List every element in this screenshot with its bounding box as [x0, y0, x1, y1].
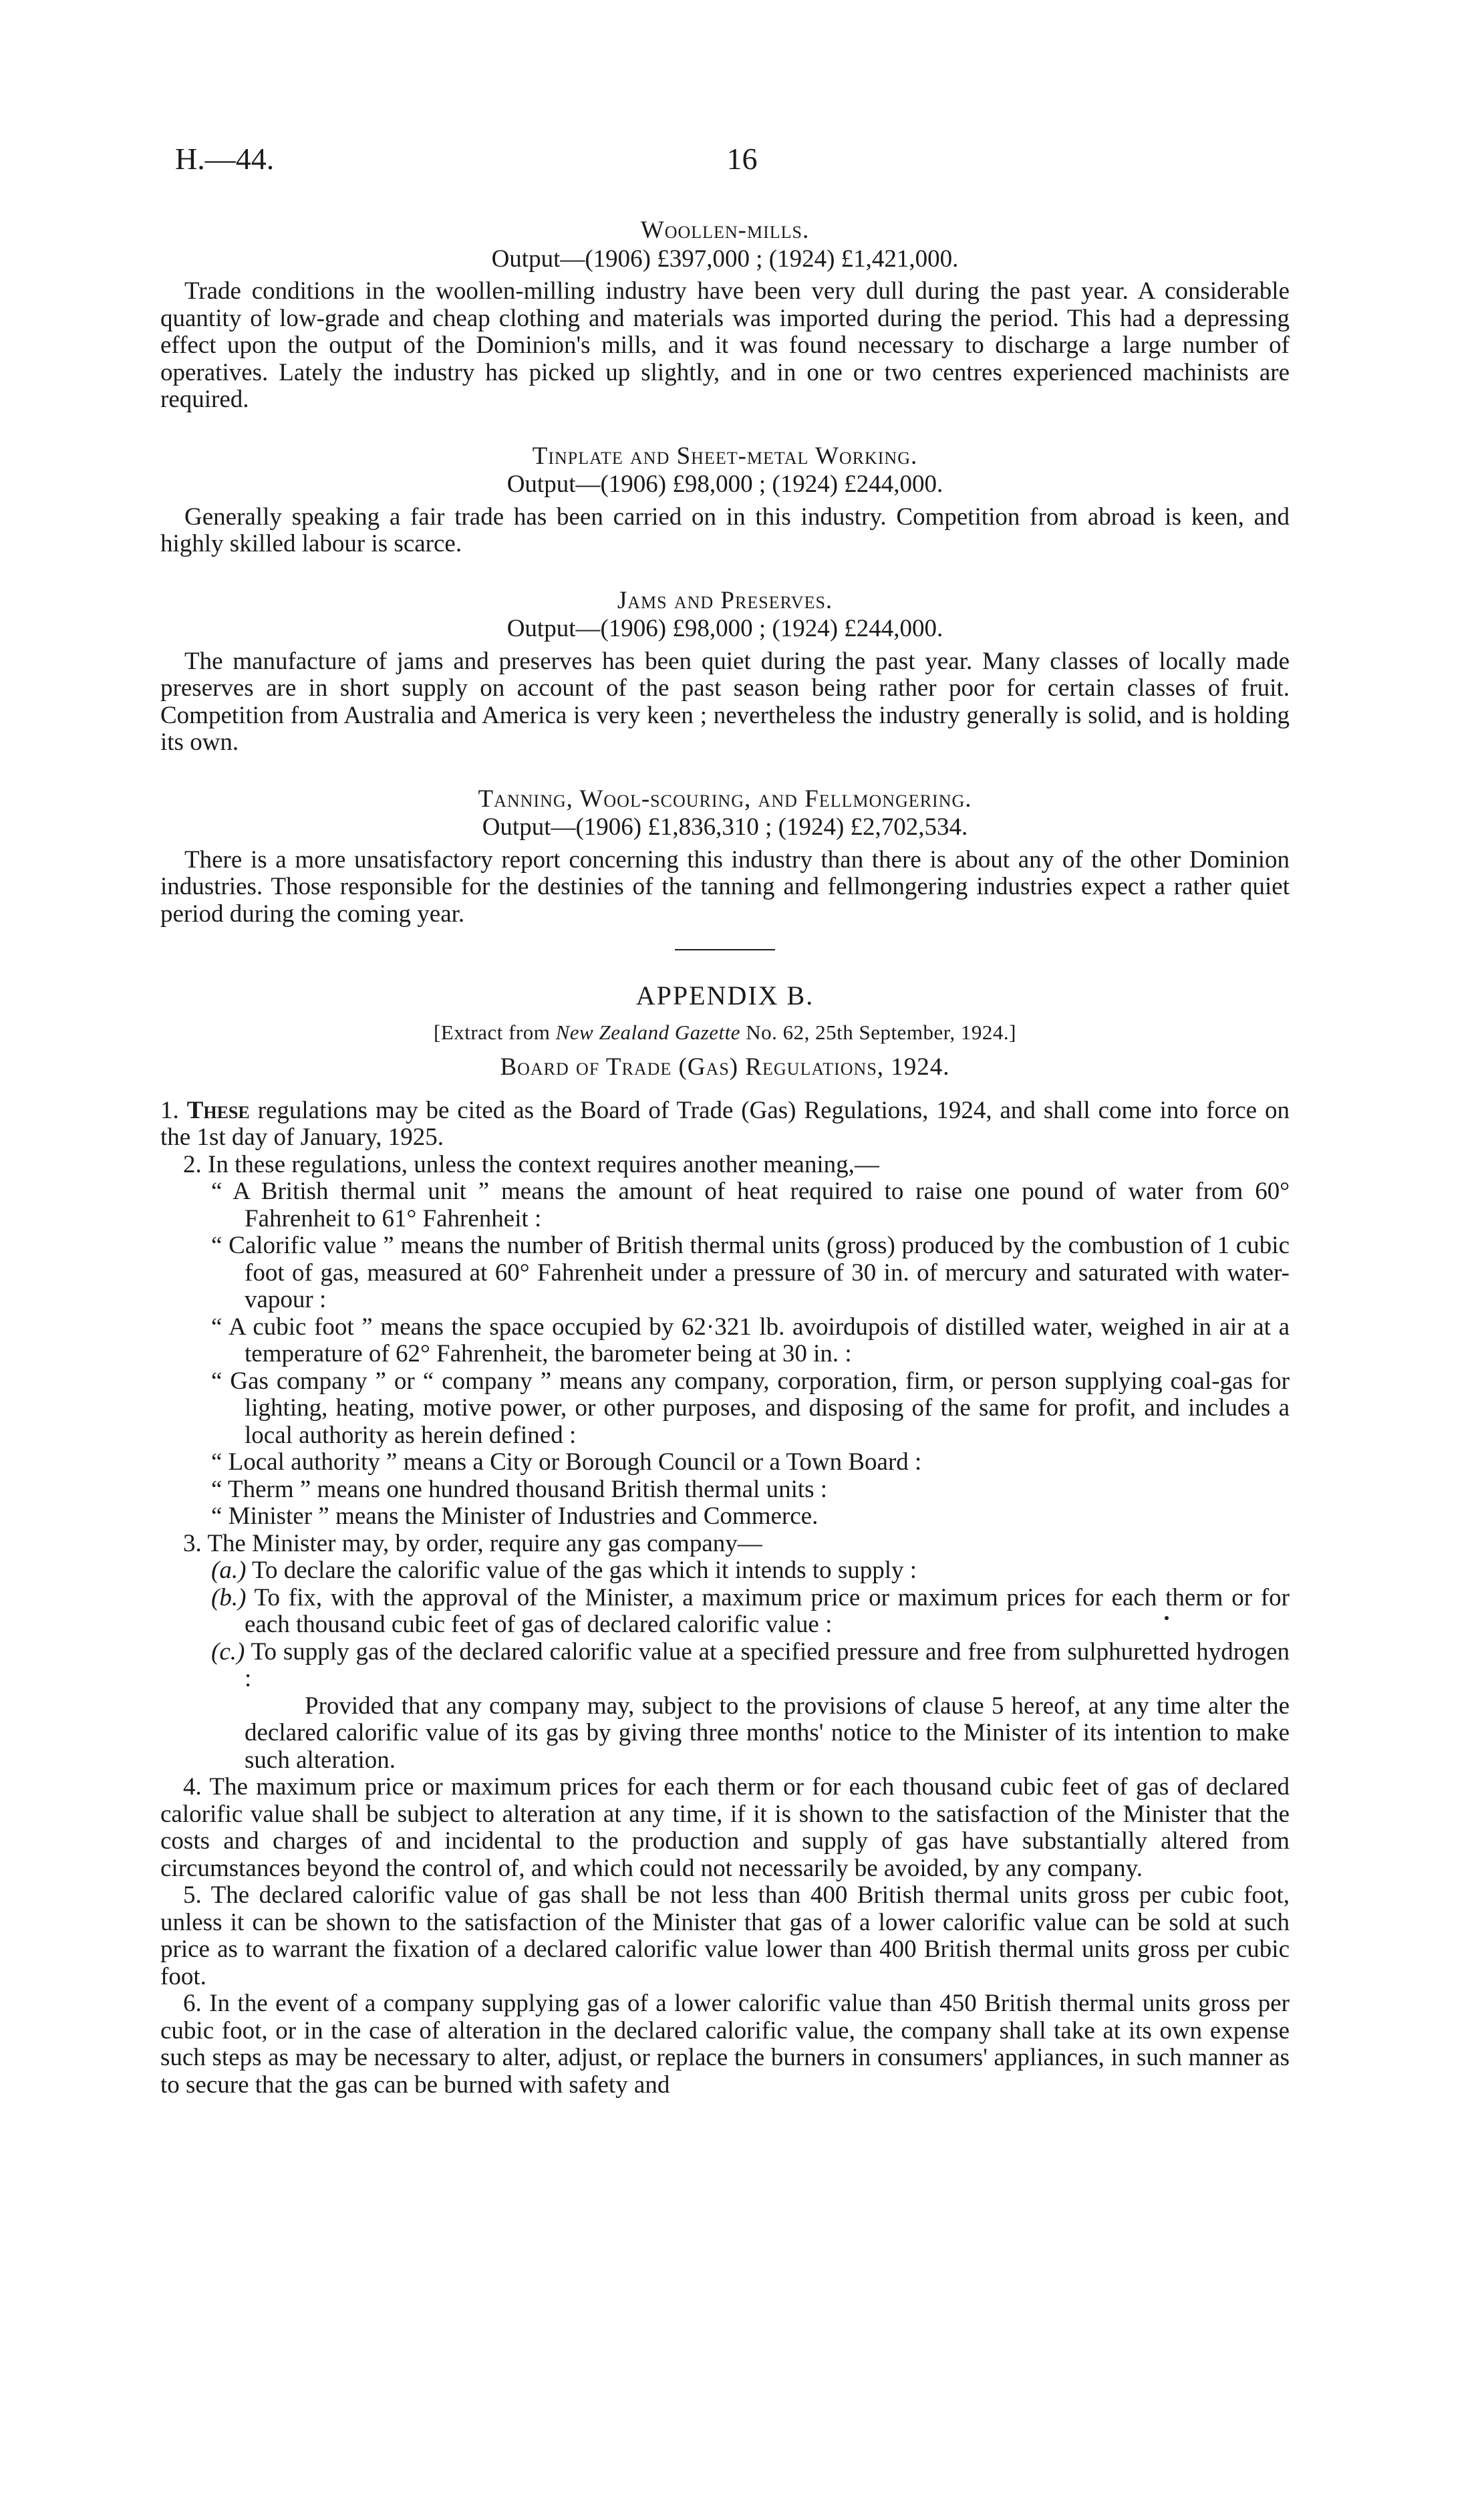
item-label: (c.) [211, 1637, 245, 1666]
clause-5: 5. The declared calorific value of gas shall be not less than 400 British thermal units gross per cubic foot, unless it can be shown to the satisfaction of the Minister that gas of a lower calorific value can be sold at such price as to warrant the fixation of a declared calorific value lower than 400 British thermal units gross per cubic foot. [160, 1881, 1290, 1990]
item-text: To supply gas of the declared calorific value at a specified pressure and free from sulphuretted hydrogen : [245, 1637, 1290, 1692]
clause-text: regulations may be cited as the Board of Trade (Gas) Regulations, 1924, and shall come into force on the 1st day of January, 1925. [160, 1096, 1290, 1151]
item-label: (b.) [211, 1583, 247, 1611]
clause-6: 6. In the event of a company supplying gas of a lower calorific value than 450 British thermal units gross per cubic foot, or in the case of alteration in the declared calorific value, the company shall take at its own expense such steps as may be necessary to alter, adjust, or replace the burners in consumers' appliances, in such manner as to secure that the gas can be burned with safety and [160, 1990, 1290, 2099]
section-heading: Tanning, Wool-scouring, and Fellmongering. [478, 785, 972, 813]
clause-3-item-c [160, 1639, 1290, 1693]
definition-minister: “ Minister ” means the Minister of Industries and Commerce. [211, 1502, 819, 1530]
definition-british-thermal-unit: “ A British thermal unit ” means the amount of heat required to raise one pound of water from 60° Fahrenheit to 61° Fahrenheit : [211, 1178, 1290, 1232]
clause-3-item-a [160, 1557, 1290, 1585]
section-output: Output—(1906) £98,000 ; (1924) £244,000. [506, 615, 943, 642]
section-output: Output—(1906) £98,000 ; (1924) £244,000. [506, 471, 943, 498]
clause-lead-word: These [186, 1096, 250, 1124]
appendix-title: APPENDIX B. [635, 980, 814, 1011]
section-jams [160, 587, 1290, 757]
section-output: Output—(1906) £397,000 ; (1924) £1,421,000. [491, 245, 959, 273]
section-woollen-mills [160, 217, 1290, 414]
clause-1 [160, 1097, 1290, 1152]
extract-close: No. 62, 25th September, 1924.] [740, 1020, 1016, 1044]
section-output: Output—(1906) £1,836,310 ; (1924) £2,702,534. [482, 813, 968, 841]
definition-local-authority: “ Local authority ” means a City or Borough Council or a Town Board : [211, 1448, 922, 1476]
page-header [0, 142, 1484, 186]
clause-3: 3. The Minister may, by order, require any gas company— [183, 1529, 762, 1557]
item-text: To fix, with the approval of the Minister, a maximum price or maximum prices for each therm or for each thousand cubic feet of gas of declared calorific value : [245, 1583, 1290, 1638]
definition-calorific-value: “ Calorific value ” means the number of British thermal units (gross) produced by the combustion of 1 cubic foot of gas, measured at 60° Fahrenheit under a pressure of 30 in. of mercury and saturated with water-vapour : [211, 1232, 1290, 1313]
section-paragraph: Trade conditions in the woollen-milling industry have been very dull during the past year. A considerable quantity of low-grade and cheap clothing and materials was imported during the period. This had a depressing effect upon the output of the Dominion's mills, and it was found necessary to discharge a large number of operatives. Lately the industry has picked up slightly, and in one or two centres experienced machinists are required. [160, 277, 1290, 413]
document-code: H.—44. [175, 142, 275, 176]
gazette-name: New Zealand Gazette [555, 1020, 741, 1044]
gazette-extract-note [160, 1019, 1290, 1047]
clause-number: 1. [160, 1096, 187, 1124]
section-paragraph: There is a more unsatisfactory report concerning this industry than there is about any of the other Dominion industries. Those responsible for the destinies of the tanning and fellmongering industries expect a rather quiet period during the coming year. [160, 845, 1290, 928]
page-content [160, 217, 1290, 2099]
definition-gas-company: “ Gas company ” or “ company ” means any company, corporation, firm, or person supplying coal-gas for lighting, heating, motive power, or other purposes, and disposing of the same for profit, and includes a local authority as herein defined : [211, 1367, 1290, 1449]
item-label: (a.) [211, 1557, 247, 1584]
section-divider [675, 949, 775, 950]
item-text: To declare the calorific value of the gas which it intends to supply : [246, 1557, 917, 1584]
section-tinplate [160, 443, 1290, 558]
definition-cubic-foot: “ A cubic foot ” means the space occupied by 62·321 lb. avoirdupois of distilled water, weighed in air at a temperature of 62° Fahrenheit, the barometer being at 30 in. : [211, 1313, 1290, 1367]
section-heading: Woollen-mills. [640, 217, 810, 244]
appendix-b [160, 982, 1290, 2099]
page-number: 16 [726, 142, 758, 176]
clause-4: 4. The maximum price or maximum prices for each therm or for each thousand cubic feet of gas of declared calorific value shall be subject to alteration at any time, if it is shown to the satisfaction of the Minister that the costs and charges of and incidental to the production and supply of gas have substantially altered from circumstances beyond the control of, and which could not necessarily be avoided, by any company. [160, 1773, 1290, 1882]
clause-3-proviso: Provided that any company may, subject to the provisions of clause 5 hereof, at any time alter the declared calorific value of its gas by giving three months' notice to the Minister of its intention to make such alteration. [245, 1692, 1290, 1774]
section-paragraph: Generally speaking a fair trade has been carried on in this industry. Competition from abroad is keen, and highly skilled labour is scarce. [160, 503, 1290, 557]
definition-therm: “ Therm ” means one hundred thousand British thermal units : [211, 1475, 828, 1503]
section-paragraph: The manufacture of jams and preserves has been quiet during the past year. Many classes of locally made preserves are in short supply on account of the past season being rather poor for certain classes of fruit. Competition from Australia and America is very keen ; nevertheless the industry generally is solid, and is holding its own. [160, 647, 1290, 756]
section-heading: Tinplate and Sheet-metal Working. [532, 442, 918, 470]
stray-ink-mark [1165, 1616, 1169, 1620]
clause-2: 2. In these regulations, unless the context requires another meaning,— [183, 1150, 879, 1178]
extract-open: [Extract from [434, 1020, 556, 1044]
section-tanning [160, 786, 1290, 928]
clause-3-item-b [160, 1585, 1290, 1639]
regulations-title: Board of Trade (Gas) Regulations, 1924. [500, 1053, 950, 1081]
section-heading: Jams and Preserves. [617, 586, 833, 614]
